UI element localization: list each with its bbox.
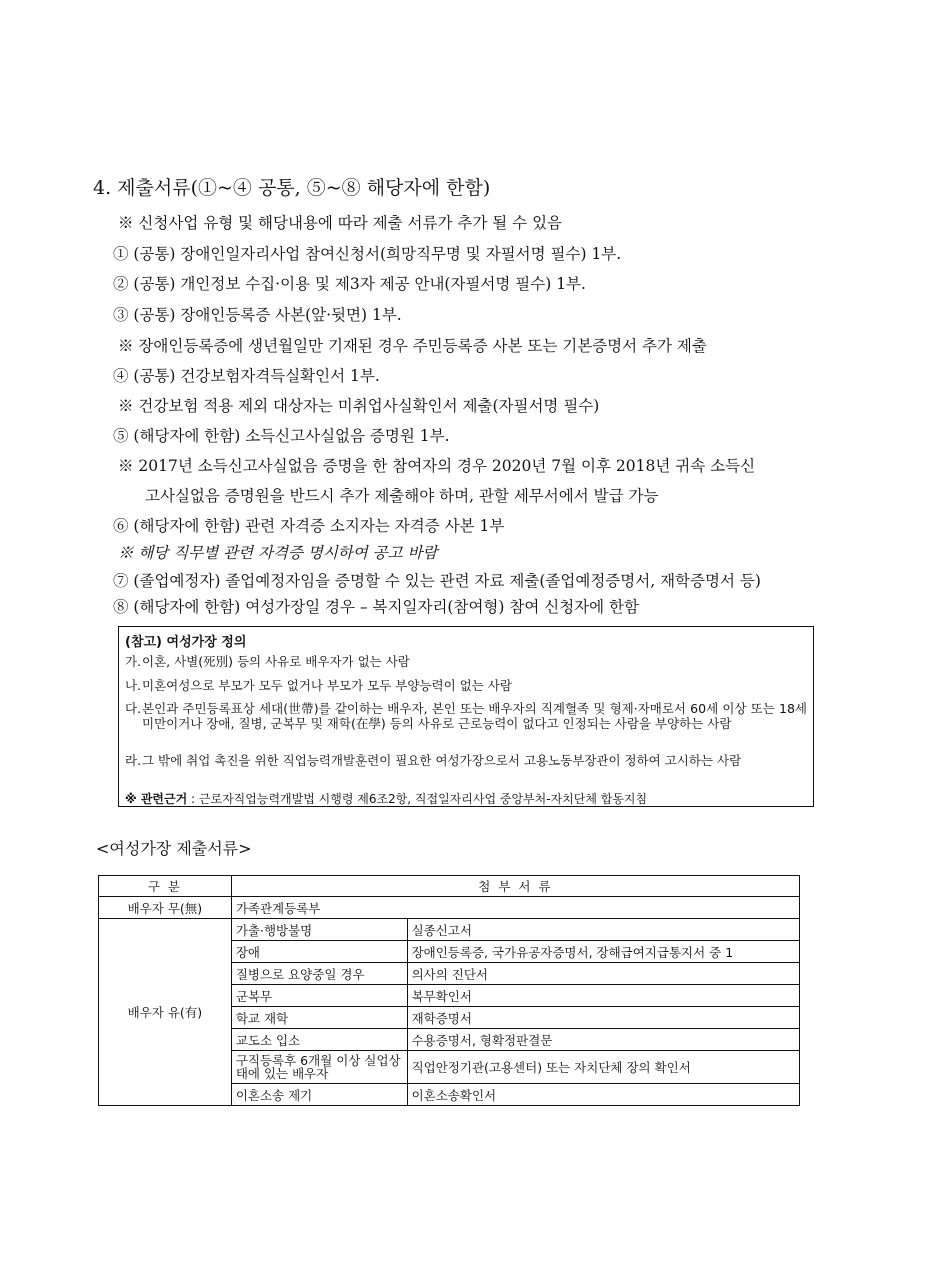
reason-cell: 군복무 [231,985,407,1007]
reference-item [125,701,807,731]
document-cell: 실종신고서 [407,919,799,941]
document-cell: 이혼소송확인서 [407,1084,799,1106]
reason-cell: 학교 재학 [231,1007,407,1029]
note-line-italic: ※ 해당 직무별 관련 자격증 명시하여 공고 바람 [118,544,438,562]
document-cell: 의사의 진단서 [407,963,799,985]
reference-box-title: (참고) 여성가장 정의 [125,635,247,650]
document-cell: 장애인등록증, 국가유공자증명서, 장해급여지급통지서 중 1 [407,941,799,963]
reason-cell: 장애 [231,941,407,963]
document-cell: 직업안정기관(고용센터) 또는 자치단체 장의 확인서 [407,1051,799,1084]
with-spouse-label: 배우자 유(有) [99,919,232,1106]
no-spouse-document: 가족관계등록부 [231,897,799,919]
reason-cell: 이혼소송 제기 [231,1084,407,1106]
note-line-continued: 고사실없음 증명원을 반드시 추가 제출해야 하며, 관할 세무서에서 발급 가능 [145,487,659,505]
reason-cell: 가출·행방불명 [231,919,407,941]
section-heading: 4. 제출서류(①~④ 공통, ⑤~⑧ 해당자에 한함) [93,177,491,199]
reason-cell: 질병으로 요양중일 경우 [231,963,407,985]
no-spouse-label: 배우자 무(無) [99,897,232,919]
reference-basis [125,790,647,807]
reference-item-text: 미혼여성으로 부모가 모두 없거나 부모가 모두 부양능력이 없는 사람 [142,678,512,693]
item-line: ① (공통) 장애인일자리사업 참여신청서(희망직무명 및 자필서명 필수) 1부. [113,245,622,263]
reference-item-key: 가. [125,654,142,669]
header-attachments: 첨 부 서 류 [231,876,799,897]
item-line: ⑧ (해당자에 한함) 여성가장일 경우 – 복지일자리(참여형) 참여 신청자에 한함 [113,598,640,616]
reason-cell: 교도소 입소 [231,1029,407,1051]
reference-item-text: 그 밖에 취업 촉진을 위한 직업능력개발훈련이 필요한 여성가장으로서 고용노동부장관이 정하여 고시하는 사람 [142,753,742,768]
item-line: ⑤ (해당자에 한함) 소득신고사실없음 증명원 1부. [113,427,450,445]
documents-title: <여성가장 제출서류> [96,839,252,858]
item-line: ② (공통) 개인정보 수집·이용 및 제3자 제공 안내(자필서명 필수) 1부. [113,275,586,293]
item-line: ③ (공통) 장애인등록증 사본(앞·뒷면) 1부. [113,306,402,324]
reference-item [125,654,807,669]
note-line: ※ 건강보험 적용 제외 대상자는 미취업사실확인서 제출(자필서명 필수) [118,397,600,415]
item-line: ⑥ (해당자에 한함) 관련 자격증 소지자는 자격증 사본 1부 [113,517,505,535]
reference-item [125,678,807,693]
reference-item [125,753,807,768]
reference-basis-text: : 근로자직업능력개발법 시행령 제6조2항, 직접일자리사업 중앙부처-자치단체 합동지침 [191,792,648,806]
note-line: ※ 장애인등록증에 생년월일만 기재된 경우 주민등록증 사본 또는 기본증명서 추가 제출 [118,337,707,355]
reference-basis-label: ※ 관련근거 [125,792,188,806]
document-cell: 수용증명서, 형확정판결문 [407,1029,799,1051]
item-line: ④ (공통) 건강보험자격득실확인서 1부. [113,367,380,385]
header-category: 구 분 [99,876,232,897]
document-cell: 복무확인서 [407,985,799,1007]
table-header-row [99,876,800,897]
table-row [99,897,800,919]
reference-item-text: 이혼, 사별(死別) 등의 사유로 배우자가 없는 사람 [142,654,410,669]
reference-box [118,626,814,807]
item-line: ⑦ (졸업예정자) 졸업예정자임을 증명할 수 있는 관련 자료 제출(졸업예정증명서, 재학증명서 등) [113,572,761,590]
reason-cell: 구직등록후 6개월 이상 실업상태에 있는 배우자 [231,1051,407,1084]
document-cell: 재학증명서 [407,1007,799,1029]
reference-item-key: 라. [125,753,142,768]
reference-item-text: 본인과 주민등록표상 세대(世帶)를 같이하는 배우자, 본인 또는 배우자의 직계혈족 및 형제·자매로서 60세 이상 또는 18세 미만이거나 장애, 질병, 군복무 및 재학(在學) 등의 사유로 근로능력이 없다고 인정되는 사람을 부양하는 사람 [142,701,807,731]
table-row [99,919,800,941]
note-line: ※ 신청사업 유형 및 해당내용에 따라 제출 서류가 추가 될 수 있음 [118,214,563,232]
note-line: ※ 2017년 소득신고사실없음 증명을 한 참여자의 경우 2020년 7월 이후 2018년 귀속 소득신 [118,457,756,475]
documents-table [98,875,800,1106]
reference-item-key: 다. [125,701,142,716]
reference-item-key: 나. [125,678,142,693]
